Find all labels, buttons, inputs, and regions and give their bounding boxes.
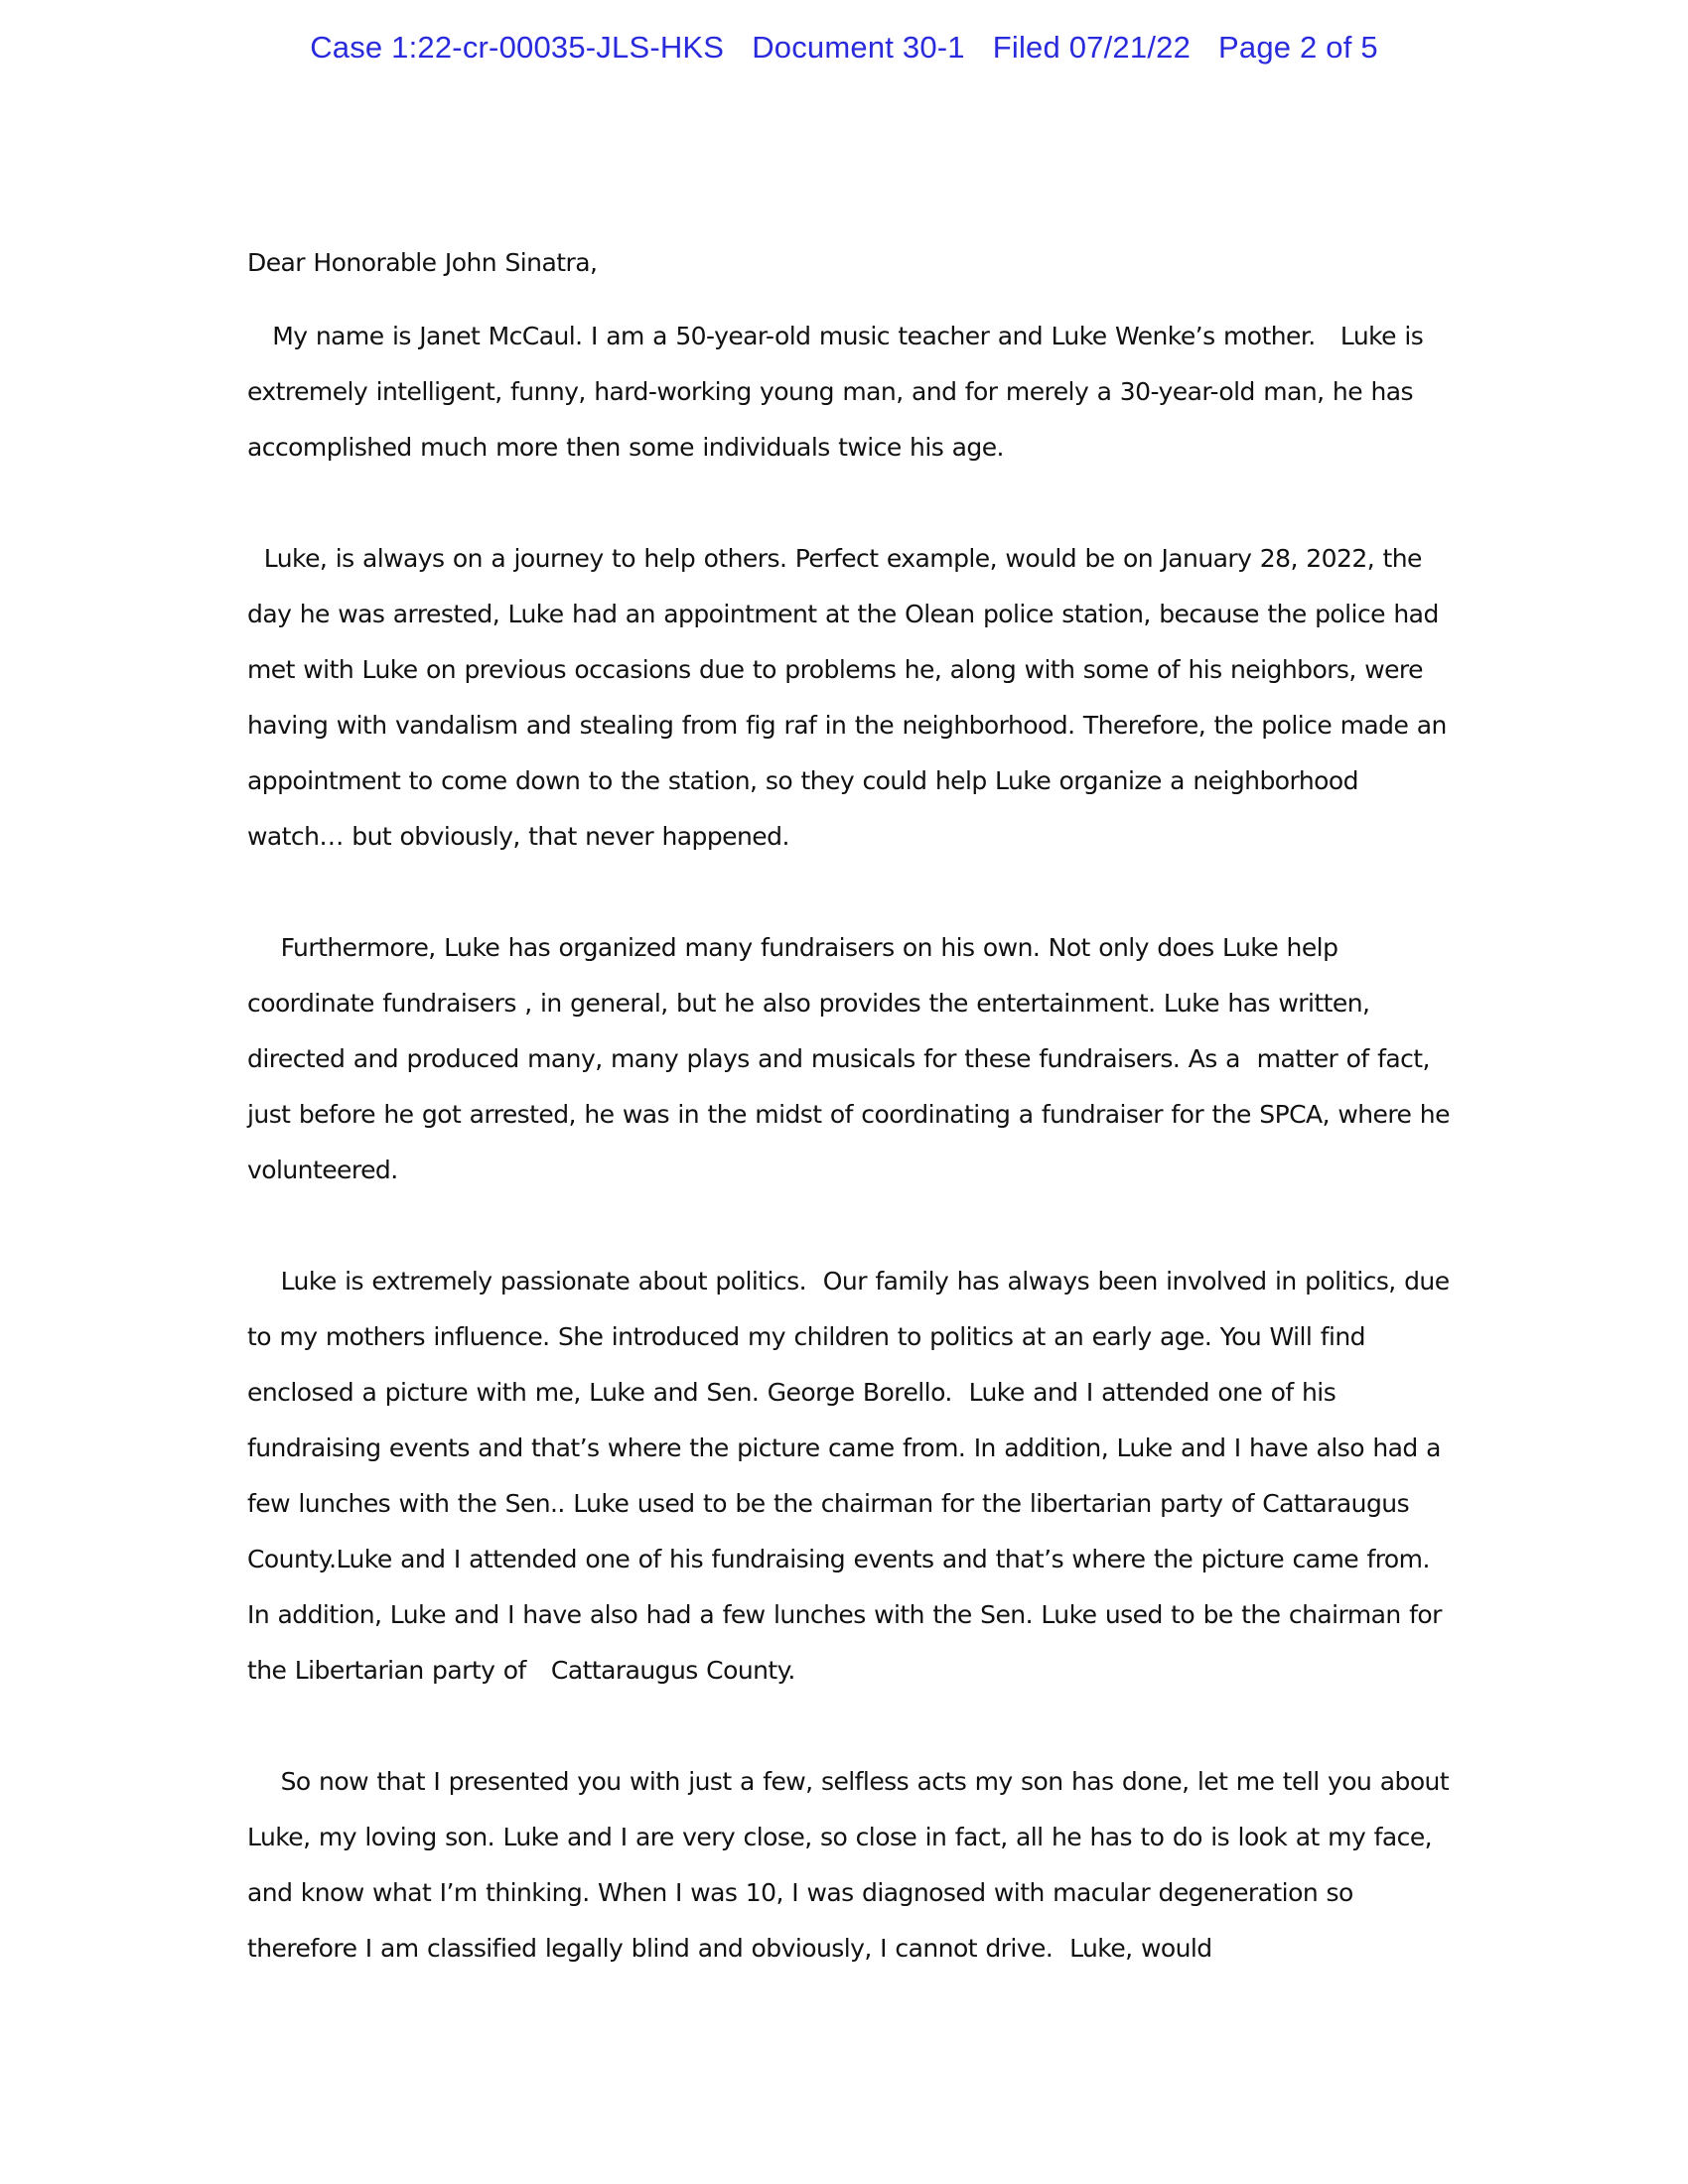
letter-body	[247, 235, 1459, 1977]
case-number: Case 1:22-cr-00035-JLS-HKS	[310, 30, 725, 65]
paragraph-introduction: My name is Janet McCaul. I am a 50-year-old music teacher and Luke Wenke’s mother. Luke is extremely intelligent, funny, hard-working young man, and for merely a 30-year-old man, he has accomplished much more then some individuals twice his age.	[247, 322, 1432, 462]
case-header	[0, 30, 1688, 66]
paragraph-loving-son: So now that I presented you with just a few, selfless acts my son has done, let me tell you about Luke, my loving son. Luke and I are very close, so close in fact, all he has to do is look at my face, and know what I’m thinking. When I was 10, I was diagnosed with macular degeneration so therefore I am classified legally blind and obviously, I cannot drive. Luke, would	[247, 1767, 1458, 1963]
filed-date: Filed 07/21/22	[992, 30, 1192, 65]
salutation: Dear Honorable John Sinatra,	[247, 248, 598, 277]
page-number: Page 2 of 5	[1218, 30, 1378, 65]
paragraph-fundraisers: Furthermore, Luke has organized many fundraisers on his own. Not only does Luke help coordinate fundraisers , in general, but he also provides the entertainment. Luke has written, directed and produced many, many plays and musicals for these fundraisers. As a matter of fact, just before he got arrested, he was in the midst of coordinating a fundraiser for the SPCA, where he volunteered.	[247, 933, 1459, 1184]
document-number: Document 30-1	[752, 30, 965, 65]
paragraph-politics: Luke is extremely passionate about politics. Our family has always been involved in politics, due to my mothers influence. She introduced my children to politics at an early age. You Will find enclosed a picture with me, Luke and Sen. George Borello. Luke and I attended one of his fundraising events and that’s where the picture came from. In addition, Luke and I have also had a few lunches with the Sen.. Luke used to be the chairman for the libertarian party of Cattaraugus County.Luke and I attended one of his fundraising events and that’s where the picture came from. In addition, Luke and I have also had a few lunches with the Sen. Luke used to be the chairman for the Libertarian party of Cattaraugus County.	[247, 1267, 1458, 1685]
paragraph-helping-others: Luke, is always on a journey to help others. Perfect example, would be on January 28, 2022, the day he was arrested, Luke had an appointment at the Olean police station, because the police had met with Luke on previous occasions due to problems he, along with some of his neighbors, were having with vandalism and stealing from fig raf in the neighborhood. Therefore, the police made an appointment to come down to the station, so they could help Luke organize a neighborhood watch… but obviously, that never happened.	[247, 544, 1456, 851]
